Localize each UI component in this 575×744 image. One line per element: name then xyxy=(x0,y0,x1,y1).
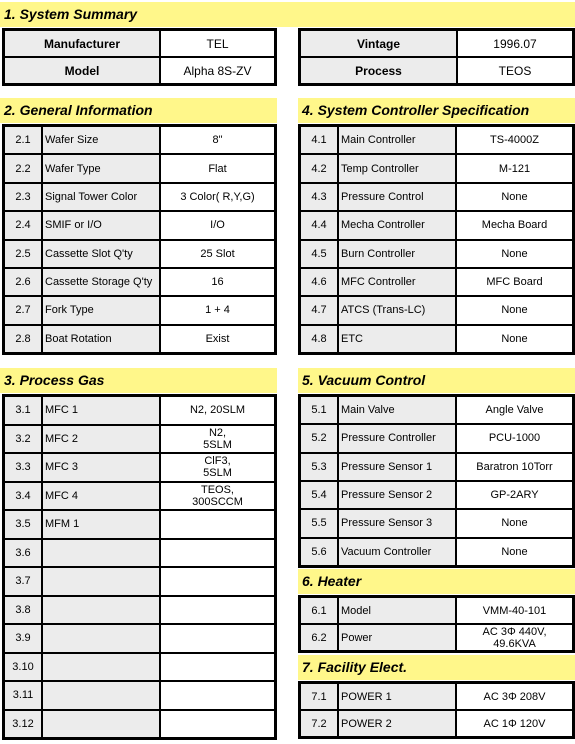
row-number: 3.11 xyxy=(4,681,42,710)
row-number: 4.4 xyxy=(300,211,338,239)
row-label: Power xyxy=(338,624,456,651)
row-label: MFC 2 xyxy=(42,425,160,454)
heater-table xyxy=(298,595,575,653)
row-label: POWER 1 xyxy=(338,683,456,710)
system-summary-left-table xyxy=(2,28,277,86)
row-value: AC 3Φ 208V xyxy=(456,683,573,710)
row-number: 5.2 xyxy=(300,424,338,452)
row-number: 3.1 xyxy=(4,396,42,425)
row-value: MFC Board xyxy=(456,268,573,296)
manufacturer-value: TEL xyxy=(160,30,275,57)
row-number: 6.2 xyxy=(300,624,338,651)
row-label: Wafer Size xyxy=(42,126,160,154)
vintage-label: Vintage xyxy=(300,30,457,57)
row-value: 3 Color( R,Y,G) xyxy=(160,183,275,211)
row-label xyxy=(42,624,160,653)
row-number: 5.6 xyxy=(300,538,338,566)
row-label: MFC 3 xyxy=(42,453,160,482)
row-value: None xyxy=(456,325,573,353)
row-number: 5.5 xyxy=(300,509,338,537)
section-title-heater: 6. Heater xyxy=(298,569,575,594)
row-number: 4.5 xyxy=(300,240,338,268)
row-label: Wafer Type xyxy=(42,154,160,182)
row-label: ATCS (Trans-LC) xyxy=(338,296,456,324)
row-number: 3.5 xyxy=(4,510,42,539)
row-number: 2.2 xyxy=(4,154,42,182)
model-label: Model xyxy=(4,57,160,84)
row-value xyxy=(160,624,275,653)
section-title-system-controller-specification: 4. System Controller Specification xyxy=(298,98,575,123)
row-value: GP-2ARY xyxy=(456,481,573,509)
row-value: AC 1Φ 120V xyxy=(456,710,573,737)
row-number: 5.1 xyxy=(300,396,338,424)
row-label: MFC Controller xyxy=(338,268,456,296)
row-number: 4.3 xyxy=(300,183,338,211)
row-value: None xyxy=(456,538,573,566)
row-value: VMM-40-101 xyxy=(456,597,573,624)
row-number: 5.3 xyxy=(300,453,338,481)
system-controller-table xyxy=(298,124,575,355)
row-value: N2, 20SLM xyxy=(160,396,275,425)
row-value: 25 Slot xyxy=(160,240,275,268)
row-label: Pressure Controller xyxy=(338,424,456,452)
row-label: Pressure Sensor 2 xyxy=(338,481,456,509)
process-value: TEOS xyxy=(457,57,573,84)
row-number: 4.7 xyxy=(300,296,338,324)
row-value: Mecha Board xyxy=(456,211,573,239)
row-number: 4.6 xyxy=(300,268,338,296)
row-label xyxy=(42,567,160,596)
row-value: Flat xyxy=(160,154,275,182)
row-value: Baratron 10Torr xyxy=(456,453,573,481)
row-label: POWER 2 xyxy=(338,710,456,737)
row-label xyxy=(42,681,160,710)
row-label xyxy=(42,653,160,682)
row-value: PCU-1000 xyxy=(456,424,573,452)
row-number: 2.1 xyxy=(4,126,42,154)
row-value xyxy=(160,539,275,568)
row-value: ClF3, 5SLM xyxy=(160,453,275,482)
row-label: Pressure Control xyxy=(338,183,456,211)
row-value xyxy=(160,567,275,596)
row-label: Temp Controller xyxy=(338,154,456,182)
row-label: Fork Type xyxy=(42,296,160,324)
facility-elect-table xyxy=(298,681,575,739)
section-title-vacuum-control: 5. Vacuum Control xyxy=(298,368,575,393)
row-value xyxy=(160,653,275,682)
row-label: Boat Rotation xyxy=(42,325,160,353)
row-label xyxy=(42,539,160,568)
row-label: Pressure Sensor 3 xyxy=(338,509,456,537)
row-number: 2.7 xyxy=(4,296,42,324)
row-number: 2.6 xyxy=(4,268,42,296)
row-value: I/O xyxy=(160,211,275,239)
row-label: SMIF or I/O xyxy=(42,211,160,239)
row-number: 4.2 xyxy=(300,154,338,182)
process-gas-table xyxy=(2,394,277,740)
vacuum-control-table xyxy=(298,394,575,568)
row-number: 7.1 xyxy=(300,683,338,710)
row-number: 7.2 xyxy=(300,710,338,737)
row-label: MFC 1 xyxy=(42,396,160,425)
section-title-system-summary: 1. System Summary xyxy=(0,2,575,27)
row-label: Cassette Storage Q'ty xyxy=(42,268,160,296)
row-number: 3.8 xyxy=(4,596,42,625)
row-label: Main Controller xyxy=(338,126,456,154)
row-number: 3.10 xyxy=(4,653,42,682)
row-number: 4.1 xyxy=(300,126,338,154)
row-value: None xyxy=(456,509,573,537)
row-value: 16 xyxy=(160,268,275,296)
row-label: Mecha Controller xyxy=(338,211,456,239)
manufacturer-label: Manufacturer xyxy=(4,30,160,57)
row-number: 5.4 xyxy=(300,481,338,509)
row-label: Burn Controller xyxy=(338,240,456,268)
row-value xyxy=(160,510,275,539)
row-number: 2.4 xyxy=(4,211,42,239)
row-number: 3.4 xyxy=(4,482,42,511)
section-title-process-gas: 3. Process Gas xyxy=(0,368,277,393)
row-value: None xyxy=(456,240,573,268)
row-value xyxy=(160,596,275,625)
row-number: 4.8 xyxy=(300,325,338,353)
row-number: 3.3 xyxy=(4,453,42,482)
row-value: AC 3Φ 440V, 49.6KVA xyxy=(456,624,573,651)
row-label: ETC xyxy=(338,325,456,353)
row-label: Model xyxy=(338,597,456,624)
section-title-facility-elect: 7. Facility Elect. xyxy=(298,655,575,680)
model-value: Alpha 8S-ZV xyxy=(160,57,275,84)
row-number: 2.5 xyxy=(4,240,42,268)
vintage-value: 1996.07 xyxy=(457,30,573,57)
row-label xyxy=(42,710,160,739)
row-value: TS-4000Z xyxy=(456,126,573,154)
row-value: 1 + 4 xyxy=(160,296,275,324)
row-value: TEOS, 300SCCM xyxy=(160,482,275,511)
row-number: 6.1 xyxy=(300,597,338,624)
section-title-general-information: 2. General Information xyxy=(0,98,277,123)
row-value xyxy=(160,710,275,739)
row-value: None xyxy=(456,296,573,324)
row-value: N2, 5SLM xyxy=(160,425,275,454)
row-value: 8" xyxy=(160,126,275,154)
row-number: 3.9 xyxy=(4,624,42,653)
row-value: Exist xyxy=(160,325,275,353)
row-label: Signal Tower Color xyxy=(42,183,160,211)
row-label: MFC 4 xyxy=(42,482,160,511)
row-number: 2.3 xyxy=(4,183,42,211)
row-value: None xyxy=(456,183,573,211)
row-value: Angle Valve xyxy=(456,396,573,424)
row-number: 3.2 xyxy=(4,425,42,454)
row-value: M-121 xyxy=(456,154,573,182)
process-label: Process xyxy=(300,57,457,84)
row-label: Pressure Sensor 1 xyxy=(338,453,456,481)
row-label: Cassette Slot Q'ty xyxy=(42,240,160,268)
system-summary-right-table xyxy=(298,28,575,86)
general-information-table xyxy=(2,124,277,355)
row-label: Main Valve xyxy=(338,396,456,424)
row-number: 3.6 xyxy=(4,539,42,568)
row-label: MFM 1 xyxy=(42,510,160,539)
row-value xyxy=(160,681,275,710)
row-number: 3.12 xyxy=(4,710,42,739)
row-label: Vacuum Controller xyxy=(338,538,456,566)
row-number: 2.8 xyxy=(4,325,42,353)
row-number: 3.7 xyxy=(4,567,42,596)
row-label xyxy=(42,596,160,625)
